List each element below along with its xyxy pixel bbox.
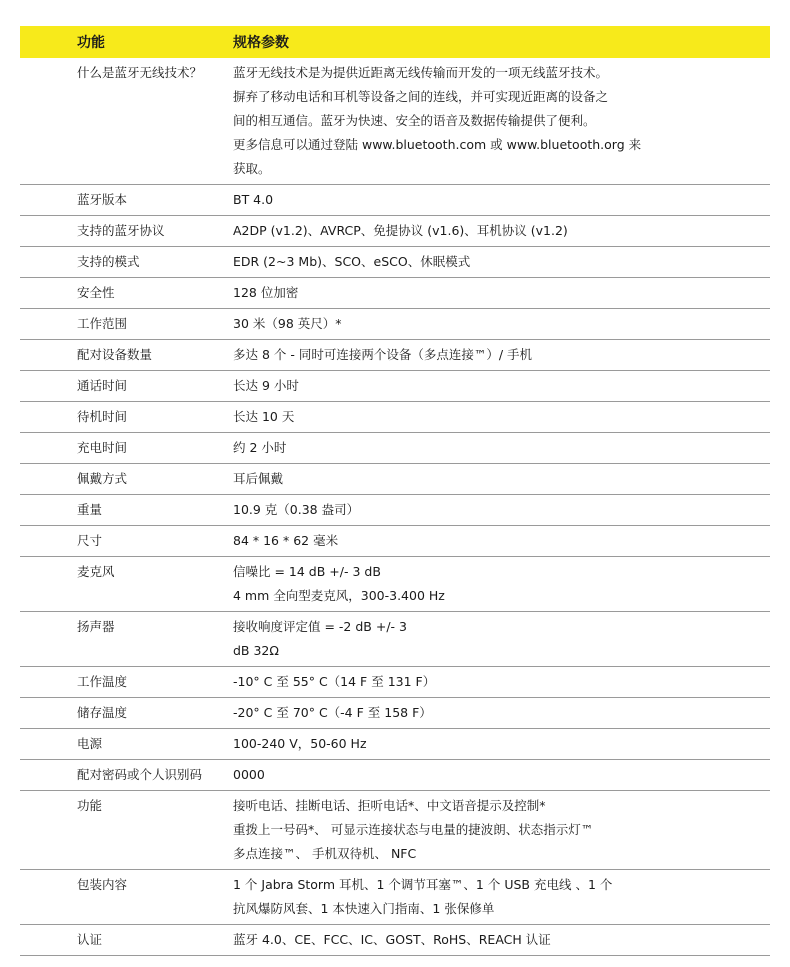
table-row — [20, 309, 770, 340]
row-value — [225, 433, 770, 463]
row-value — [225, 612, 770, 666]
value-line: 100-240 V，50-60 Hz — [233, 736, 367, 751]
table-row — [20, 667, 770, 698]
table-row — [20, 216, 770, 247]
header-spec: 规格参数 — [233, 35, 289, 51]
table-row — [20, 791, 770, 870]
row-label: 储存温度 — [77, 705, 128, 720]
table-row — [20, 870, 770, 925]
value-line: -10° C 至 55° C（14 F 至 131 F） — [233, 674, 436, 689]
row-label: 认证 — [77, 932, 103, 947]
row-label: 支持的模式 — [77, 254, 140, 269]
value-line: 128 位加密 — [233, 285, 299, 300]
row-value — [225, 402, 770, 432]
table-header — [20, 26, 770, 58]
value-line: 4 mm 全向型麦克风，300-3.400 Hz — [233, 588, 445, 603]
value-line: 更多信息可以通过登陆 www.bluetooth.com 或 www.bluetooth.org 来 — [233, 137, 642, 152]
value-line: 长达 9 小时 — [233, 378, 299, 393]
row-value — [225, 925, 770, 955]
table-body — [20, 58, 770, 956]
value-line: 摒弃了移动电话和耳机等设备之间的连线，并可实现近距离的设备之 — [233, 89, 609, 104]
value-line: 30 米（98 英尺）* — [233, 316, 342, 331]
value-line: 耳后佩戴 — [233, 471, 284, 486]
row-value — [225, 526, 770, 556]
value-line: 间的相互通信。蓝牙为快速、安全的语音及数据传输提供了便利。 — [233, 113, 596, 128]
row-value — [225, 698, 770, 728]
table-row — [20, 58, 770, 185]
table-row — [20, 760, 770, 791]
row-value — [225, 371, 770, 401]
value-line: 接收响度评定值 = -2 dB +/- 3 — [233, 619, 407, 634]
value-line: 约 2 小时 — [233, 440, 287, 455]
row-label: 电源 — [77, 736, 103, 751]
value-line: 84 * 16 * 62 毫米 — [233, 533, 339, 548]
row-label: 尺寸 — [77, 533, 103, 548]
value-line: 1 个 Jabra Storm 耳机、1 个调节耳塞™、1 个 USB 充电线 、1 个 — [233, 877, 613, 892]
row-value — [225, 309, 770, 339]
table-row — [20, 371, 770, 402]
row-value — [225, 464, 770, 494]
row-label: 安全性 — [77, 285, 115, 300]
table-row — [20, 612, 770, 667]
header-feature: 功能 — [77, 35, 105, 51]
value-line: dB 32Ω — [233, 643, 279, 658]
table-row — [20, 557, 770, 612]
row-label: 配对密码或个人识别码 — [77, 767, 203, 782]
table-row — [20, 340, 770, 371]
value-line: A2DP (v1.2)、AVRCP、免提协议 (v1.6)、耳机协议 (v1.2) — [233, 223, 568, 238]
value-line: 0000 — [233, 767, 265, 782]
row-label: 待机时间 — [77, 409, 128, 424]
row-value — [225, 870, 770, 924]
row-label: 工作温度 — [77, 674, 128, 689]
row-label: 充电时间 — [77, 440, 128, 455]
row-label: 扬声器 — [77, 619, 115, 634]
row-value — [225, 557, 770, 611]
table-row — [20, 185, 770, 216]
row-label: 配对设备数量 — [77, 347, 153, 362]
row-label: 蓝牙版本 — [77, 192, 128, 207]
row-label: 什么是蓝牙无线技术？ — [77, 65, 203, 80]
row-label: 支持的蓝牙协议 — [77, 223, 165, 238]
row-value — [225, 58, 770, 184]
table-row — [20, 402, 770, 433]
value-line: 多达 8 个 - 同时可连接两个设备（多点连接™）/ 手机 — [233, 347, 533, 362]
row-label: 包装内容 — [77, 877, 128, 892]
value-line: -20° C 至 70° C（-4 F 至 158 F） — [233, 705, 432, 720]
table-row — [20, 464, 770, 495]
row-value — [225, 729, 770, 759]
value-line: 接听电话、挂断电话、拒听电话*、中文语音提示及控制* — [233, 798, 546, 813]
row-label: 麦克风 — [77, 564, 115, 579]
value-line: 多点连接™、 手机双待机、 NFC — [233, 846, 417, 861]
table-row — [20, 698, 770, 729]
row-value — [225, 247, 770, 277]
value-line: EDR (2~3 Mb)、SCO、eSCO、休眠模式 — [233, 254, 471, 269]
value-line: 长达 10 天 — [233, 409, 295, 424]
value-line: 获取。 — [233, 161, 271, 176]
value-line: 蓝牙 4.0、CE、FCC、IC、GOST、RoHS、REACH 认证 — [233, 932, 551, 947]
value-line: 蓝牙无线技术是为提供近距离无线传输而开发的一项无线蓝牙技术。 — [233, 65, 609, 80]
value-line: 抗风爆防风套、1 本快速入门指南、1 张保修单 — [233, 901, 495, 916]
row-label: 通话时间 — [77, 378, 128, 393]
table-row — [20, 278, 770, 309]
table-row — [20, 925, 770, 956]
row-label: 工作范围 — [77, 316, 128, 331]
value-line: 10.9 克（0.38 盎司） — [233, 502, 360, 517]
row-value — [225, 216, 770, 246]
table-row — [20, 729, 770, 760]
row-value — [225, 667, 770, 697]
row-label: 功能 — [77, 798, 103, 813]
row-value — [225, 278, 770, 308]
table-row — [20, 433, 770, 464]
value-line: 重拨上一号码*、 可显示连接状态与电量的捷波朗、状态指示灯™ — [233, 822, 594, 837]
table-row — [20, 495, 770, 526]
row-value — [225, 185, 770, 215]
table-row — [20, 526, 770, 557]
row-value — [225, 495, 770, 525]
spec-table — [20, 26, 770, 956]
table-row — [20, 247, 770, 278]
row-value — [225, 340, 770, 370]
value-line: 信噪比 = 14 dB +/- 3 dB — [233, 564, 381, 579]
row-label: 重量 — [77, 502, 103, 517]
value-line: BT 4.0 — [233, 192, 274, 207]
row-value — [225, 791, 770, 869]
row-label: 佩戴方式 — [77, 471, 128, 486]
row-value — [225, 760, 770, 790]
